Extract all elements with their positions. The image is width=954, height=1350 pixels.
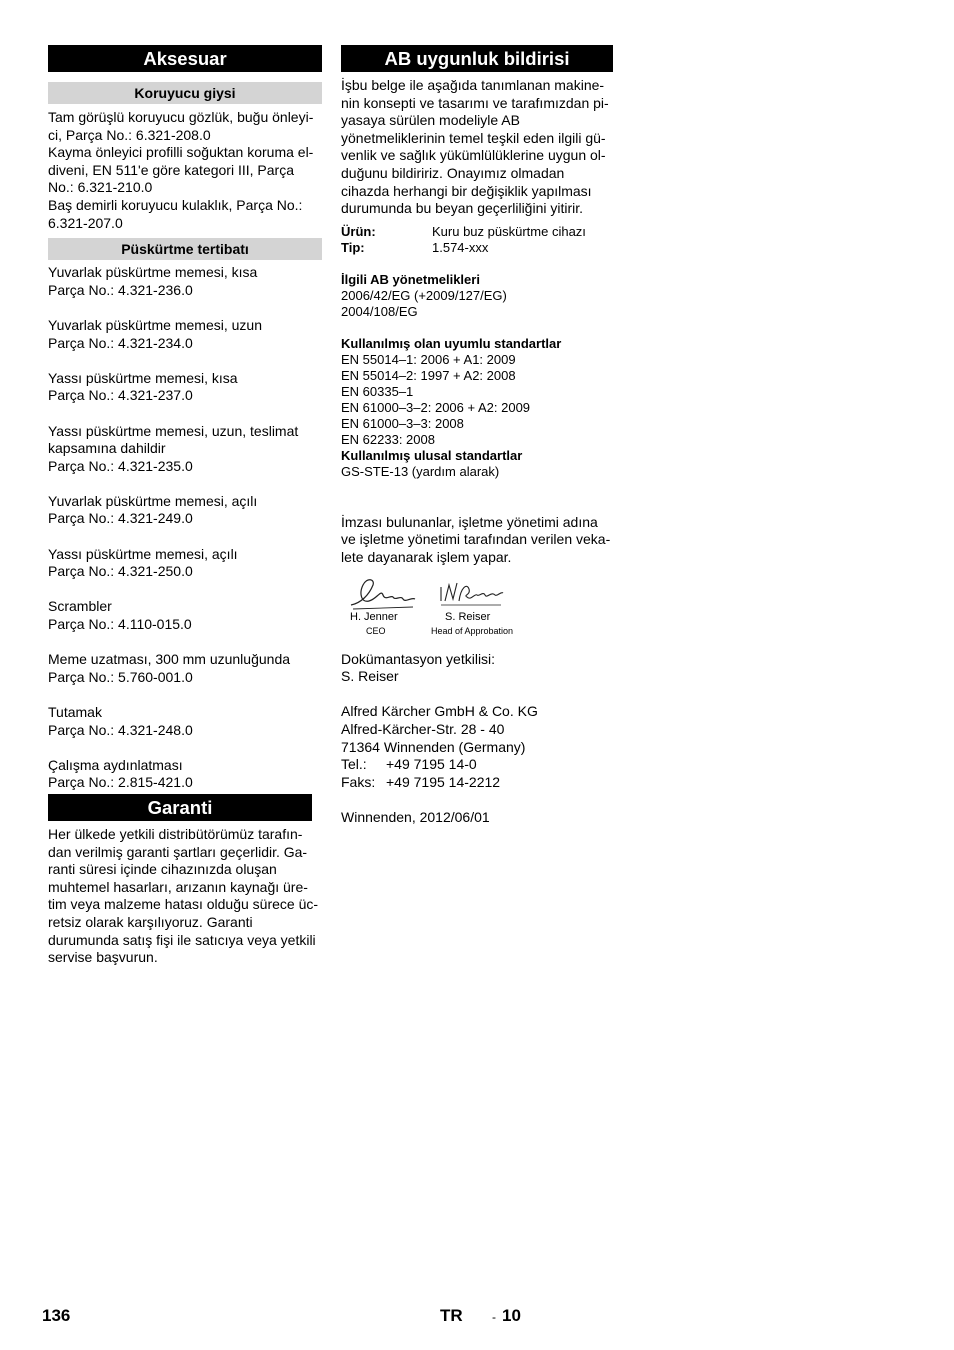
company-address — [341, 703, 613, 756]
product-label: Ürün: — [341, 223, 376, 239]
part-number: Parça No.: 4.321-248.0 — [48, 721, 193, 738]
warranty-line: retsiz olarak karşılıyoruz. Garanti — [48, 913, 253, 930]
signer1-name: H. Jenner — [350, 610, 398, 623]
documentation-name: S. Reiser — [341, 668, 399, 685]
intro-line: duğunu bildiririz. Onayımız olmadan — [341, 164, 565, 181]
harmonized-standard-item: EN 60335–1 — [341, 383, 414, 399]
signer1-role: CEO — [366, 625, 386, 636]
fax-label: Faks: — [341, 773, 376, 790]
product-row — [341, 224, 613, 240]
part-number: Parça No.: 4.321-236.0 — [48, 281, 193, 298]
part-number: Parça No.: 2.815-421.0 — [48, 774, 193, 791]
spray-list-item — [48, 264, 322, 299]
part-number: Parça No.: 4.110-015.0 — [48, 616, 192, 633]
warranty-text — [48, 826, 322, 967]
sub-page-number: 10 — [502, 1306, 521, 1325]
jenner-signature — [347, 575, 427, 611]
intro-line: cihazda herhangi bir değişiklik yapılması — [341, 182, 592, 199]
item-description: Yuvarlak püskürtme memesi, kısa — [48, 264, 258, 281]
page-number: 136 — [42, 1306, 71, 1325]
spray-list-item — [48, 493, 322, 528]
type-label: Tip: — [341, 239, 365, 255]
signer2-name: S. Reiser — [445, 610, 491, 623]
spray-list-item — [48, 651, 322, 686]
spray-list-item — [48, 317, 322, 352]
item-description: Yassı püskürtme memesi, açılı — [48, 545, 238, 562]
item-description: Scrambler — [48, 598, 112, 615]
spray-list-item — [48, 598, 322, 633]
page-footer — [0, 1307, 954, 1329]
harmonized-standard-item: EN 55014–1: 2006 + A1: 2009 — [341, 351, 516, 367]
place-date: Winnenden, 2012/06/01 — [341, 808, 490, 825]
intro-line: venlik ve sağlık yükümlülüklerine uygun ol- — [341, 147, 606, 164]
product-value: Kuru buz püskürtme cihazı — [432, 223, 586, 239]
address-line: Alfred Kärcher GmbH & Co. KG — [341, 703, 538, 720]
type-value: 1.574-xxx — [432, 239, 489, 255]
telephone-label: Tel.: — [341, 756, 367, 773]
item-description: kapsamına dahildir — [48, 440, 166, 457]
warranty-line: Her ülkede yetkili distribütörümüz tarafın- — [48, 825, 303, 842]
spray-list-item — [48, 704, 322, 739]
harmonized-standard-item: EN 61000–3–3: 2008 — [341, 415, 464, 431]
signer2-role: Head of Approbation — [431, 625, 514, 636]
part-number: Parça No.: 5.760-001.0 — [48, 668, 193, 685]
protective-line: Kayma önleyici profilli soğuktan koruma el- — [48, 144, 314, 161]
left-column — [48, 45, 322, 967]
address-line: Alfred-Kärcher-Str. 28 - 40 — [341, 720, 505, 737]
type-row — [341, 240, 613, 256]
spray-device-heading: Püskürtme tertibatı — [48, 238, 322, 260]
documentation-label: Dokümantasyon yetkilisi: — [341, 650, 496, 667]
spray-list-item — [48, 423, 322, 476]
protective-line: No.: 6.321-210.0 — [48, 179, 153, 196]
warranty-line: durumunda satış fişi ile satıcıya veya yetkili — [48, 931, 316, 948]
reiser-signature — [437, 577, 507, 607]
harmonized-standards-label: Kullanılmış olan uyumlu standartlar — [341, 335, 562, 351]
signers-line: İmzası bulunanlar, işletme yönetimi adına — [341, 513, 598, 530]
part-number: Parça No.: 4.321-234.0 — [48, 334, 193, 351]
declaration-intro — [341, 77, 613, 218]
national-standards-list — [341, 464, 613, 480]
directive-item: 2004/108/EG — [341, 303, 418, 319]
harmonized-standard-item: EN 61000–3–2: 2006 + A2: 2009 — [341, 399, 531, 415]
warranty-line: ranti süresi içinde cihazınızda oluşan — [48, 861, 277, 878]
signers-line: lete dayanarak işlem yapar. — [341, 548, 512, 565]
address-line: 71364 Winnenden (Germany) — [341, 738, 526, 755]
signers-line: ve işletme yönetimi tarafından verilen veka- — [341, 531, 611, 548]
protective-line: diveni, EN 511'e göre kategori III, Parça — [48, 161, 294, 178]
spray-device-list — [48, 264, 322, 792]
warranty-line: servise başvurun. — [48, 949, 158, 966]
protective-line: ci, Parça No.: 6.321-208.0 — [48, 126, 211, 143]
telephone-row — [341, 756, 613, 774]
national-standards-label: Kullanılmış ulusal standartlar — [341, 447, 523, 463]
protective-line: Baş demirli koruyucu kulaklık, Parça No.: — [48, 196, 303, 213]
item-description: Meme uzatması, 300 mm uzunluğunda — [48, 651, 291, 668]
part-number: Parça No.: 4.321-249.0 — [48, 510, 193, 527]
telephone-value: +49 7195 14-0 — [386, 756, 477, 773]
directives-label: İlgili AB yönetmelikleri — [341, 271, 480, 287]
protective-line: Tam görüşlü koruyucu gözlük, buğu önleyi- — [48, 109, 314, 125]
part-number: Parça No.: 4.321-250.0 — [48, 563, 193, 580]
directives-list — [341, 288, 613, 320]
spray-list-item — [48, 546, 322, 581]
part-number: Parça No.: 4.321-237.0 — [48, 387, 193, 404]
item-description: Yuvarlak püskürtme memesi, açılı — [48, 492, 258, 509]
protective-clothing-text — [48, 109, 322, 232]
spray-list-item — [48, 370, 322, 405]
signature-block — [341, 575, 613, 641]
fax-row — [341, 774, 613, 792]
fax-value: +49 7195 14-2212 — [386, 773, 501, 790]
part-number: Parça No.: 4.321-235.0 — [48, 457, 193, 474]
accessories-heading: Aksesuar — [48, 45, 322, 72]
warranty-line: muhtemel hasarları, arızanın kaynağı üre- — [48, 878, 308, 895]
intro-line: nin konsepti ve tasarımı ve tarafımızdan pi- — [341, 94, 609, 111]
national-standard-item: GS-STE-13 (yardım alarak) — [341, 463, 500, 479]
spray-list-item — [48, 757, 322, 792]
footer-dash: - — [492, 1310, 496, 1324]
item-description: Çalışma aydınlatması — [48, 756, 183, 773]
language-code: TR — [440, 1306, 463, 1325]
intro-line: durumunda bu beyan geçerliliğini yitirir. — [341, 200, 584, 217]
intro-line: yönetmeliklerinin temel teşkil eden ilgili gü- — [341, 129, 606, 146]
harmonized-standard-item: EN 62233: 2008 — [341, 431, 435, 447]
protective-clothing-heading: Koruyucu giysi — [48, 82, 322, 104]
item-description: Yuvarlak püskürtme memesi, uzun — [48, 316, 262, 333]
item-description: Yassı püskürtme memesi, uzun, teslimat — [48, 422, 299, 439]
item-description: Yassı püskürtme memesi, kısa — [48, 369, 238, 386]
intro-line: İşbu belge ile aşağıda tanımlanan makine- — [341, 77, 605, 93]
harmonized-standard-item: EN 55014–2: 1997 + A2: 2008 — [341, 367, 516, 383]
warranty-line: dan verilmiş garanti şartları geçerlidir. Ga- — [48, 843, 308, 860]
warranty-line: tim veya malzeme hatası olduğu sürece üc- — [48, 896, 319, 913]
directive-item: 2006/42/EG (+2009/127/EG) — [341, 287, 507, 303]
declaration-heading: AB uygunluk bildirisi — [341, 45, 613, 72]
warranty-heading: Garanti — [48, 794, 312, 821]
protective-line: 6.321-207.0 — [48, 214, 123, 231]
intro-line: yasaya sürülen modeliyle AB — [341, 112, 520, 129]
item-description: Tutamak — [48, 704, 102, 720]
harmonized-standards-list — [341, 352, 613, 448]
signers-text — [341, 514, 613, 567]
right-column — [341, 45, 613, 826]
